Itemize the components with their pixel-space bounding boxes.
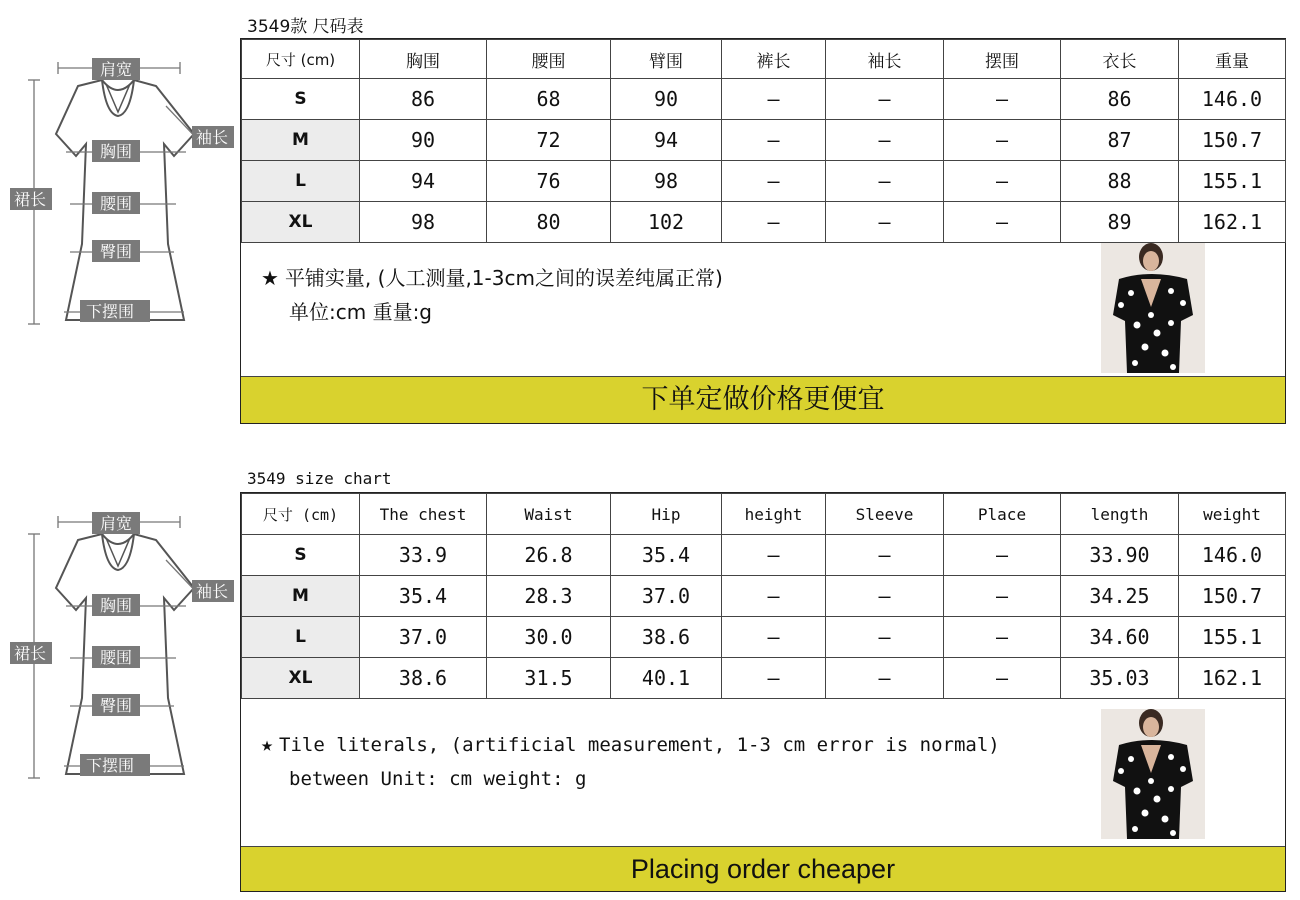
table-cell: — xyxy=(722,161,826,202)
table-cell: 34.60 xyxy=(1061,617,1179,658)
table-cell: — xyxy=(826,120,944,161)
table-cell: 38.6 xyxy=(611,617,722,658)
header-hip: Hip xyxy=(611,494,722,535)
table-cell: — xyxy=(944,576,1061,617)
label-hip: 臀围 xyxy=(100,242,133,261)
dress-measure-diagram xyxy=(6,498,238,798)
table-cell: — xyxy=(826,535,944,576)
table-row xyxy=(242,202,1286,243)
table-cell: 35.4 xyxy=(611,535,722,576)
table-cell: — xyxy=(944,535,1061,576)
note-line-1: 平铺实量, (人工测量,1-3cm之间的误差纯属正常) xyxy=(284,266,723,290)
table-cell: 102 xyxy=(611,202,722,243)
size-cell: XL xyxy=(242,202,360,243)
label-sleeve: 袖长 xyxy=(196,128,229,147)
label-chest: 胸围 xyxy=(100,596,133,615)
size-chart-section-cn xyxy=(0,0,1300,440)
label-shoulder: 肩宽 xyxy=(100,514,133,533)
header-sleeve: Sleeve xyxy=(826,494,944,535)
table-cell: 26.8 xyxy=(487,535,611,576)
table-header-row xyxy=(242,40,1286,79)
table-row xyxy=(242,79,1286,120)
size-cell: XL xyxy=(242,658,360,699)
label-waist: 腰围 xyxy=(100,648,133,667)
table-cell: — xyxy=(944,120,1061,161)
size-card xyxy=(240,38,1286,424)
measurement-note xyxy=(261,727,1000,796)
chart-title: 3549 size chart xyxy=(247,469,392,488)
table-cell: — xyxy=(722,535,826,576)
table-cell: — xyxy=(826,202,944,243)
table-cell: 38.6 xyxy=(360,658,487,699)
header-hem: 摆围 xyxy=(944,40,1061,79)
table-row xyxy=(242,576,1286,617)
header-weight: 重量 xyxy=(1179,40,1286,79)
table-cell: 28.3 xyxy=(487,576,611,617)
chart-title: 3549款 尺码表 xyxy=(247,17,364,37)
table-cell: 94 xyxy=(611,120,722,161)
table-cell: 86 xyxy=(360,79,487,120)
size-chart-section-en xyxy=(0,458,1300,898)
table-cell: 94 xyxy=(360,161,487,202)
label-chest: 胸围 xyxy=(100,142,133,161)
table-cell: — xyxy=(826,658,944,699)
table-cell: — xyxy=(722,202,826,243)
header-size: 尺寸 (cm) xyxy=(242,40,360,79)
size-cell: L xyxy=(242,161,360,202)
table-cell: — xyxy=(826,161,944,202)
note-line-2: between Unit: cm weight: g xyxy=(289,768,587,790)
table-cell: 146.0 xyxy=(1179,535,1286,576)
table-cell: 162.1 xyxy=(1179,658,1286,699)
model-photo xyxy=(1101,709,1205,839)
table-cell: 150.7 xyxy=(1179,576,1286,617)
header-length: length xyxy=(1061,494,1179,535)
table-cell: 155.1 xyxy=(1179,617,1286,658)
table-cell: 35.03 xyxy=(1061,658,1179,699)
table-cell: 90 xyxy=(360,120,487,161)
header-waist: Waist xyxy=(487,494,611,535)
table-cell: 98 xyxy=(611,161,722,202)
dress-outline-icon xyxy=(6,498,238,798)
dress-measure-diagram xyxy=(6,44,238,344)
table-row xyxy=(242,535,1286,576)
table-cell: 33.90 xyxy=(1061,535,1179,576)
label-hem: 下摆围 xyxy=(86,756,135,775)
label-sleeve: 袖长 xyxy=(196,582,229,601)
promo-banner: Placing order cheaper xyxy=(241,846,1285,891)
table-cell: — xyxy=(826,79,944,120)
polka-dot-dress-icon xyxy=(1101,243,1205,373)
header-waist: 腰围 xyxy=(487,40,611,79)
table-cell: 87 xyxy=(1061,120,1179,161)
table-cell: — xyxy=(722,576,826,617)
header-weight: weight xyxy=(1179,494,1286,535)
polka-dot-dress-icon xyxy=(1101,709,1205,839)
label-hip: 臀围 xyxy=(100,696,133,715)
table-cell: 35.4 xyxy=(360,576,487,617)
header-hip: 臂围 xyxy=(611,40,722,79)
header-pants-length: 裤长 xyxy=(722,40,826,79)
table-cell: — xyxy=(944,617,1061,658)
table-cell: — xyxy=(944,658,1061,699)
table-cell: — xyxy=(944,161,1061,202)
table-cell: 37.0 xyxy=(611,576,722,617)
model-photo xyxy=(1101,243,1205,373)
note-line-1: Tile literals, (artificial measurement, 1-3 cm error is normal) xyxy=(279,734,1000,756)
table-cell: — xyxy=(944,79,1061,120)
table-cell: — xyxy=(826,576,944,617)
table-cell: 34.25 xyxy=(1061,576,1179,617)
table-cell: 40.1 xyxy=(611,658,722,699)
table-cell: 98 xyxy=(360,202,487,243)
size-cell: M xyxy=(242,120,360,161)
table-cell: 37.0 xyxy=(360,617,487,658)
promo-banner: 下单定做价格更便宜 xyxy=(241,376,1285,423)
note-line-2: 单位:cm 重量:g xyxy=(289,300,433,324)
table-row xyxy=(242,658,1286,699)
table-cell: 30.0 xyxy=(487,617,611,658)
table-cell: 155.1 xyxy=(1179,161,1286,202)
measurement-note xyxy=(261,261,723,329)
table-cell: 31.5 xyxy=(487,658,611,699)
size-table xyxy=(241,39,1286,243)
label-skirt-length: 裙长 xyxy=(14,190,47,209)
size-cell: L xyxy=(242,617,360,658)
table-cell: — xyxy=(722,120,826,161)
label-waist: 腰围 xyxy=(100,194,133,213)
label-shoulder: 肩宽 xyxy=(100,60,133,79)
star-icon: ★ xyxy=(261,266,279,290)
table-cell: 88 xyxy=(1061,161,1179,202)
header-height: height xyxy=(722,494,826,535)
table-row xyxy=(242,161,1286,202)
size-cell: S xyxy=(242,535,360,576)
table-cell: 76 xyxy=(487,161,611,202)
table-cell: 72 xyxy=(487,120,611,161)
header-sleeve: 袖长 xyxy=(826,40,944,79)
table-cell: — xyxy=(722,79,826,120)
size-table xyxy=(241,493,1286,699)
star-icon: ★ xyxy=(261,732,274,756)
label-hem: 下摆围 xyxy=(86,302,135,321)
table-cell: 162.1 xyxy=(1179,202,1286,243)
size-card xyxy=(240,492,1286,892)
size-cell: S xyxy=(242,79,360,120)
table-cell: 68 xyxy=(487,79,611,120)
size-cell: M xyxy=(242,576,360,617)
header-chest: The chest xyxy=(360,494,487,535)
table-cell: 80 xyxy=(487,202,611,243)
table-cell: 146.0 xyxy=(1179,79,1286,120)
table-cell: — xyxy=(722,617,826,658)
table-cell: 90 xyxy=(611,79,722,120)
table-cell: — xyxy=(944,202,1061,243)
label-skirt-length: 裙长 xyxy=(14,644,47,663)
table-cell: 150.7 xyxy=(1179,120,1286,161)
table-row xyxy=(242,120,1286,161)
table-cell: — xyxy=(826,617,944,658)
header-chest: 胸围 xyxy=(360,40,487,79)
header-size: 尺寸 (cm) xyxy=(242,494,360,535)
table-row xyxy=(242,617,1286,658)
dress-outline-icon xyxy=(6,44,238,344)
table-cell: 33.9 xyxy=(360,535,487,576)
header-place: Place xyxy=(944,494,1061,535)
table-cell: 89 xyxy=(1061,202,1179,243)
table-header-row xyxy=(242,494,1286,535)
table-cell: — xyxy=(722,658,826,699)
table-cell: 86 xyxy=(1061,79,1179,120)
header-length: 衣长 xyxy=(1061,40,1179,79)
